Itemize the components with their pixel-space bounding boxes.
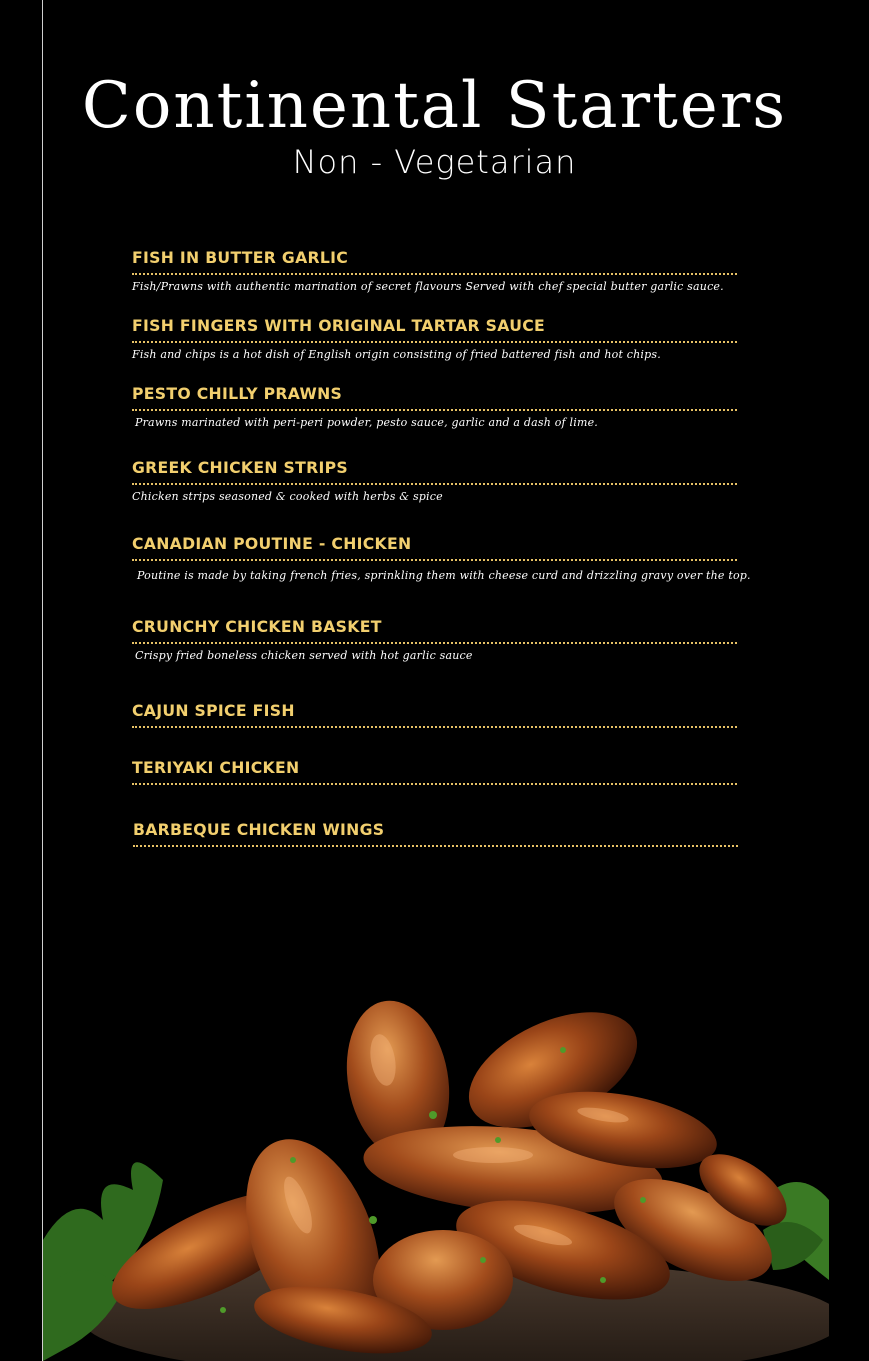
menu-item-teriyaki-chicken [132, 759, 737, 785]
menu-item-name: CRUNCHY CHICKEN BASKET [132, 617, 382, 636]
menu-item-name: CAJUN SPICE FISH [132, 701, 295, 720]
dotted-divider [132, 783, 737, 785]
menu-item-name: FISH IN BUTTER GARLIC [132, 248, 349, 267]
menu-item-description: Prawns marinated with peri-peri powder, pesto sauce, garlic and a dash of lime. [135, 416, 598, 429]
dotted-divider [132, 273, 737, 275]
dotted-divider [132, 642, 737, 644]
dotted-divider [132, 726, 737, 728]
menu-item-name: TERIYAKI CHICKEN [132, 758, 300, 777]
menu-item-description: Chicken strips seasoned & cooked with herbs & spice [132, 490, 443, 503]
menu-item-pesto-chilly-prawns [132, 385, 737, 430]
menu-item-greek-chicken-strips [132, 459, 737, 504]
left-margin-strip [0, 0, 42, 1361]
chicken-wings-photo [43, 990, 829, 1361]
dotted-divider [132, 559, 737, 561]
menu-item-name: PESTO CHILLY PRAWNS [132, 384, 343, 403]
menu-item-name: BARBEQUE CHICKEN WINGS [133, 820, 385, 839]
menu-item-cajun-spice-fish [132, 702, 737, 728]
dotted-divider [132, 409, 737, 411]
menu-item-name: GREEK CHICKEN STRIPS [132, 458, 348, 477]
menu-subtitle: Non - Vegetarian [292, 143, 577, 181]
menu-item-description: Poutine is made by taking french fries, sprinkling them with cheese curd and drizzling gravy over the top. [137, 569, 751, 582]
menu-item-name: FISH FINGERS WITH ORIGINAL TARTAR SAUCE [132, 316, 546, 335]
menu-item-crunchy-chicken-basket [132, 618, 737, 663]
menu-item-name: CANADIAN POUTINE - CHICKEN [132, 534, 412, 553]
menu-item-description: Crispy fried boneless chicken served with hot garlic sauce [135, 649, 473, 662]
menu-item-description: Fish and chips is a hot dish of English origin consisting of fried battered fish and hot chips. [132, 348, 661, 361]
menu-item-fish-in-butter-garlic [132, 249, 737, 294]
dotted-divider [132, 341, 737, 343]
menu-item-fish-fingers [132, 317, 737, 362]
menu-item-canadian-poutine [132, 534, 751, 583]
menu-item-description: Fish/Prawns with authentic marination of secret flavours Served with chef special butter garlic sauce. [132, 280, 724, 293]
menu-title: Continental Starters [81, 69, 788, 143]
dotted-divider [133, 845, 738, 847]
dotted-divider [132, 483, 737, 485]
menu-item-barbeque-chicken-wings [133, 821, 738, 847]
